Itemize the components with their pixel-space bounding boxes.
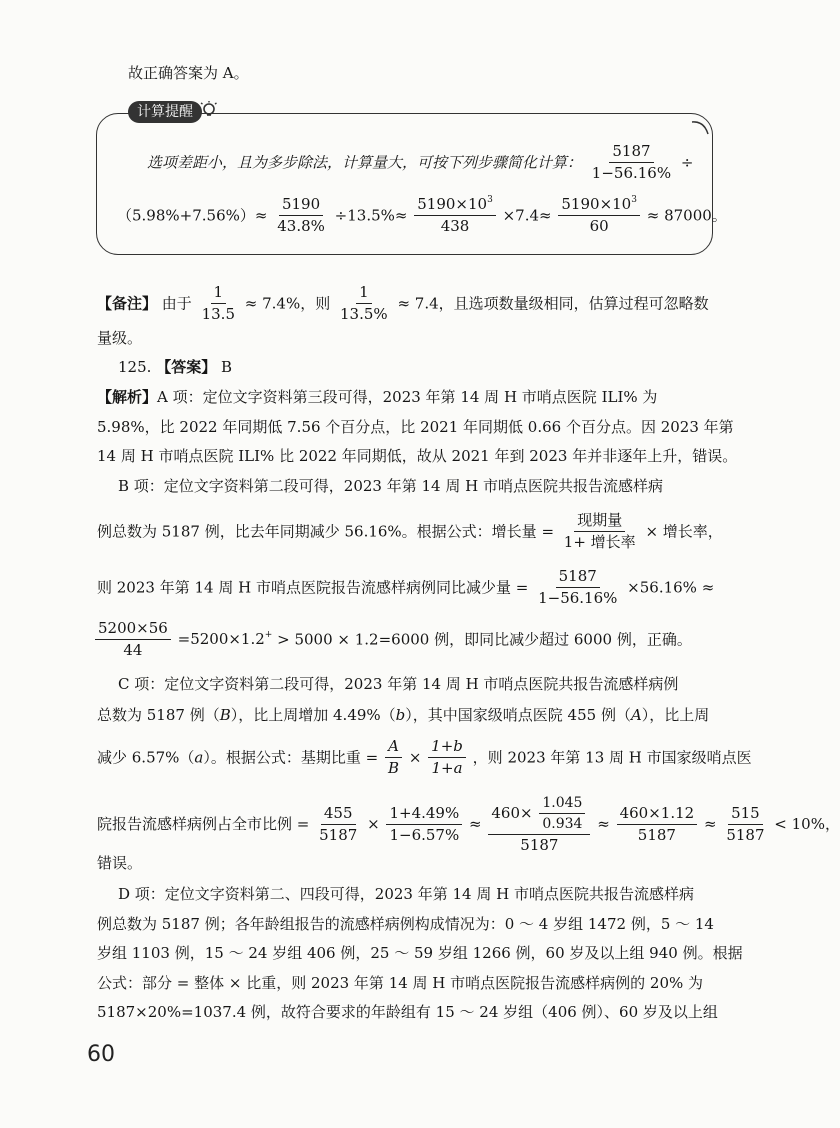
answer-value: B: [220, 358, 233, 376]
fraction-denominator: 438: [440, 217, 470, 236]
fraction-denominator: 44: [123, 641, 143, 660]
analysis-c-line2: [97, 708, 709, 723]
calc-tip-fraction-3: [414, 196, 496, 236]
share-fraction-5: [723, 805, 767, 845]
fraction-numerator: 515: [728, 805, 763, 825]
fraction-numerator: 现期量: [574, 512, 625, 532]
analysis-b-line3-text: 则 2023 年第 14 周 H 市哨点医院报告流感样病例同比减少量 =: [97, 578, 529, 597]
analysis-b-line3-tail: ×56.16% ≈: [627, 578, 715, 597]
exponent: 3: [631, 195, 637, 205]
lightbulb-icon: [199, 100, 219, 120]
c-text: 总数为 5187 例（: [97, 706, 220, 724]
calc-tip-fraction-1: [589, 143, 674, 183]
analysis-b-line1: B 项：定位文字资料第二段可得，2023 年第 14 周 H 市哨点医院共报告流感样病: [118, 477, 663, 495]
analysis-a-line3: 14 周 H 市哨点医院 ILI% 比 2022 年同期低，故从 2021 年到 2023 年并非逐年上升，错误。: [97, 447, 738, 465]
c-line3-start: 减少 6.57%（a）。根据公式：基期比重 =: [97, 748, 379, 767]
analysis-a-line2: 5.98%，比 2022 年同期低 7.56 个百分点，比 2021 年同期低 0.66 个百分点。因 2023 年第: [97, 418, 734, 436]
note-text-1: 由于: [161, 294, 192, 313]
reduction-fraction: [535, 568, 620, 608]
nested-inner-fraction: [539, 795, 585, 832]
fraction-numerator: 5187: [556, 568, 600, 588]
fraction-denominator: 43.8%: [277, 217, 325, 236]
times-sign: ×: [408, 748, 422, 767]
share-fraction-2: [386, 805, 462, 845]
calc-tip-result: ≈ 87000。: [646, 206, 727, 225]
fraction-denominator: 13.5: [201, 305, 235, 324]
fraction-denominator: 1−56.16%: [591, 164, 672, 183]
share-fraction-nested: [488, 795, 590, 854]
fraction-numerator: 1.045: [539, 795, 585, 814]
calc-tip-fraction-2: [274, 196, 328, 236]
fraction-numerator: 5190: [279, 196, 323, 216]
fraction-denominator: 1+a: [431, 759, 463, 778]
calc-tip-line2: [117, 196, 727, 236]
fraction-denominator: 5187: [726, 826, 765, 845]
fraction-numerator: 455: [321, 805, 356, 825]
c-line4-tail: < 10%，: [774, 815, 840, 834]
estimate-fraction: [95, 620, 171, 660]
analysis-a-line1: [97, 390, 657, 405]
note-line2: 量级。: [97, 329, 143, 347]
analysis-b-line4-mid: =5200×1.2+: [177, 630, 273, 649]
analysis-d-line2: 例总数为 5187 例；各年龄组报告的流感样病例构成情况为：0 ～ 4 岁组 1472 例，5 ～ 14: [97, 915, 714, 933]
fraction-numerator: [558, 196, 640, 216]
fraction-denominator: 5187: [637, 826, 676, 845]
fraction-denominator: 1+ 增长率: [563, 533, 636, 552]
var-b: b: [395, 706, 406, 724]
analysis-label: 【解析】: [97, 388, 158, 406]
note-fraction-1: [199, 284, 238, 324]
c-text: ），比上周: [641, 706, 710, 724]
fraction-numerator: 5200×56: [95, 620, 171, 640]
analysis-c-line3: [97, 738, 752, 778]
share-fraction-1: [316, 805, 360, 845]
question-number: 125.: [118, 358, 152, 376]
var-A: A: [630, 706, 642, 724]
corner-curl-icon: [690, 118, 712, 140]
analysis-d-line4: 公式：部分 = 整体 × 比重，则 2023 年第 14 周 H 市哨点医院报告流感样病例的 20% 为: [97, 974, 704, 992]
base-ratio-fraction-2: [428, 738, 466, 778]
c-text: ），其中国家级哨点医院 455 例（: [405, 706, 631, 724]
calc-tip-line1: [147, 143, 693, 183]
c-line4-text: 院报告流感样病例占全市比例 =: [97, 815, 310, 834]
note-fraction-2: [337, 284, 391, 324]
nested-prefix: 460×: [491, 803, 533, 822]
analysis-b-line4: [93, 620, 692, 660]
fraction-numerator: A: [385, 738, 402, 758]
divide-sign: ÷: [680, 153, 694, 172]
page-number: 60: [87, 1042, 115, 1067]
calc-tip-op-1: ÷13.5%≈: [334, 206, 408, 225]
note-line1: [97, 284, 709, 324]
answer-line: [118, 360, 232, 375]
share-fraction-4: [617, 805, 698, 845]
analysis-c-line1: C 项：定位文字资料第二段可得，2023 年第 14 周 H 市哨点医院共报告流感样病例: [118, 675, 679, 693]
analysis-d-line1: D 项：定位文字资料第二、四段可得，2023 年第 14 周 H 市哨点医院共报告流感样病: [118, 885, 694, 903]
analysis-b-line2-tail: × 增长率，: [645, 522, 723, 541]
fraction-denominator: 13.5%: [340, 305, 388, 324]
fraction-denominator: 1−6.57%: [389, 826, 460, 845]
c-line3-tail: ，则 2023 年第 13 周 H 市国家级哨点医: [472, 748, 752, 767]
analysis-b-line4-tail: > 5000 × 1.2=6000 例，即同比减少超过 6000 例，正确。: [277, 630, 692, 649]
base-ratio-fraction-1: [385, 738, 402, 778]
fraction-denominator: 0.934: [542, 816, 583, 833]
conclusion-text: 故正确答案为 A。: [128, 64, 249, 82]
analysis-a-text: A 项：定位文字资料第三段可得，2023 年第 14 周 H 市哨点医院 ILI% 为: [157, 388, 658, 406]
analysis-d-line3: 岁组 1103 例，15 ～ 24 岁组 406 例，25 ～ 59 岁组 1266 例，60 岁及以上组 940 例。根据: [97, 944, 743, 962]
analysis-c-line4: [97, 795, 840, 854]
fraction-numerator: 1+4.49%: [386, 805, 462, 825]
fraction-denominator: 60: [589, 217, 609, 236]
fraction-numerator: 5187: [609, 143, 653, 163]
var-a: a: [194, 748, 204, 767]
fraction-denominator: 5187: [520, 836, 559, 855]
calc-tip-label: 计算提醒: [128, 101, 202, 123]
approx-sign: ≈: [597, 815, 610, 834]
approx-sign: ≈: [703, 815, 717, 834]
analysis-c-line5: 错误。: [97, 854, 143, 872]
calc-tip-line1-text: 选项差距小，且为多步除法，计算量大，可按下列步骤简化计算：: [147, 153, 583, 172]
fraction-numerator: [488, 795, 590, 835]
analysis-d-line5: 5187×20%=1037.4 例，故符合要求的年龄组有 15 ～ 24 岁组（406 例）、60 岁及以上组: [97, 1003, 718, 1021]
fraction-denominator: 1−56.16%: [538, 589, 618, 608]
fraction-denominator: B: [388, 759, 400, 778]
var-B: B: [219, 706, 231, 724]
c-text: ），比上周增加 4.49%（: [230, 706, 396, 724]
fraction-numerator: 1: [211, 284, 227, 304]
numerator-base: 5190×10: [561, 195, 632, 213]
exponent: 3: [487, 195, 493, 205]
times-sign: ×: [367, 815, 380, 834]
fraction-numerator: [414, 196, 496, 216]
numerator-base: 5190×10: [417, 195, 488, 213]
note-text-2: ≈ 7.4%，则: [244, 294, 331, 313]
calc-tip-op-2: ×7.4≈: [502, 206, 552, 225]
analysis-b-line3: [97, 568, 714, 608]
fraction-numerator: 460×1.12: [617, 805, 698, 825]
calc-tip-line2-start: （5.98%+7.56%）≈: [117, 206, 268, 225]
note-label: 【备注】: [97, 294, 158, 313]
calc-tip-fraction-4: [558, 196, 640, 236]
fraction-numerator: 1+b: [428, 738, 466, 758]
fraction-denominator: 5187: [319, 826, 358, 845]
growth-formula-fraction: [561, 512, 639, 552]
note-text-3: ≈ 7.4，且选项数量级相同，估算过程可忽略数: [397, 294, 709, 313]
analysis-b-line2-text: 例总数为 5187 例，比去年同期减少 56.16%。根据公式：增长量 =: [97, 522, 555, 541]
fraction-numerator: 1: [356, 284, 372, 304]
superscript-plus: +: [264, 630, 273, 641]
analysis-b-line2: [97, 512, 723, 552]
answer-label: 【答案】: [156, 358, 217, 376]
approx-sign: ≈: [469, 815, 482, 834]
